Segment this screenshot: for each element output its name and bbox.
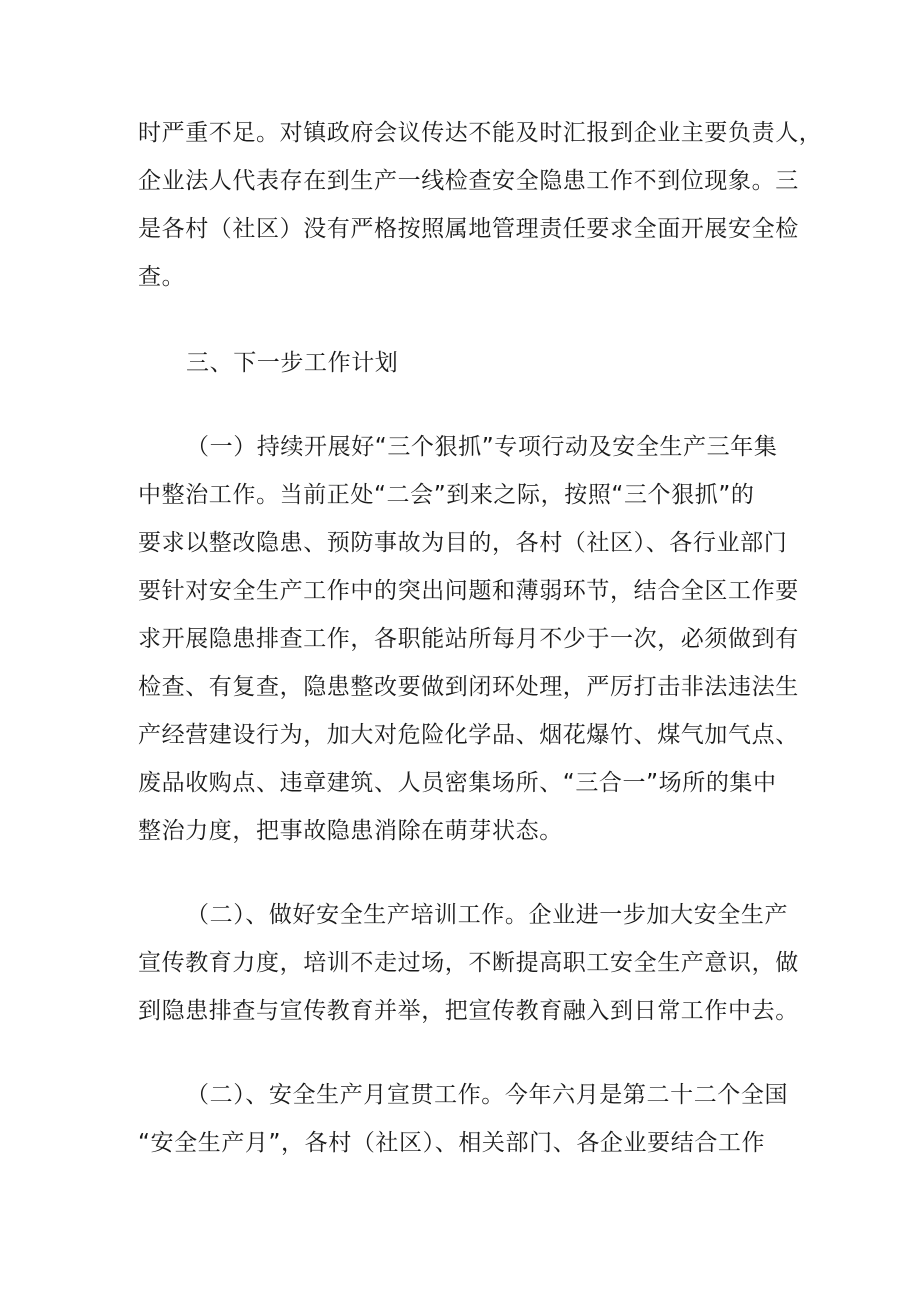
paragraph-line: 检查、有复查，隐患整改要做到闭环处理，严厉打击非法违法生 [138, 674, 799, 700]
paragraph-line: 企业法人代表存在到生产一线检查安全隐患工作不到位现象。三 [138, 168, 799, 194]
paragraph-line: 时严重不足。对镇政府会议传达不能及时汇报到企业主要负责人， [138, 120, 823, 146]
paragraph-line: （二）、做好安全生产培训工作。企业进一步加大安全生产 [186, 902, 789, 928]
paragraph-line: 到隐患排查与宣传教育并举，把宣传教育融入到日常工作中去。 [138, 998, 799, 1024]
paragraph-line: 要针对安全生产工作中的突出问题和薄弱环节，结合全区工作要 [138, 578, 799, 604]
paragraph-line: 查。 [138, 264, 186, 290]
paragraph-line: 宣传教育力度，培训不走过场，不断提高职工安全生产意识，做 [138, 950, 799, 976]
paragraph-line: “安全生产月”，各村（社区）、相关部门、各企业要结合工作 [138, 1130, 766, 1156]
paragraph-line: 要求以整改隐患、预防事故为目的，各村（社区）、各行业部门 [138, 530, 788, 556]
paragraph-line: 废品收购点、违章建筑、人员密集场所、“三合一”场所的集中 [138, 770, 777, 796]
paragraph-line: 整治力度，把事故隐患消除在萌芽状态。 [138, 818, 563, 844]
section-heading: 三、下一步工作计划 [186, 350, 399, 376]
paragraph-line: 是各村（社区）没有严格按照属地管理责任要求全面开展安全检 [138, 216, 799, 242]
paragraph-line: 产经营建设行为，加大对危险化学品、烟花爆竹、煤气加气点、 [138, 722, 799, 748]
paragraph-line: （一）持续开展好“三个狠抓”专项行动及安全生产三年集 [186, 434, 778, 460]
paragraph-line: （二）、安全生产月宣贯工作。今年六月是第二十二个全国 [186, 1082, 789, 1108]
paragraph-line: 中整治工作。当前正处“二会”到来之际，按照“三个狠抓”的 [138, 482, 755, 508]
paragraph-line: 求开展隐患排查工作，各职能站所每月不少于一次，必须做到有 [138, 626, 799, 652]
